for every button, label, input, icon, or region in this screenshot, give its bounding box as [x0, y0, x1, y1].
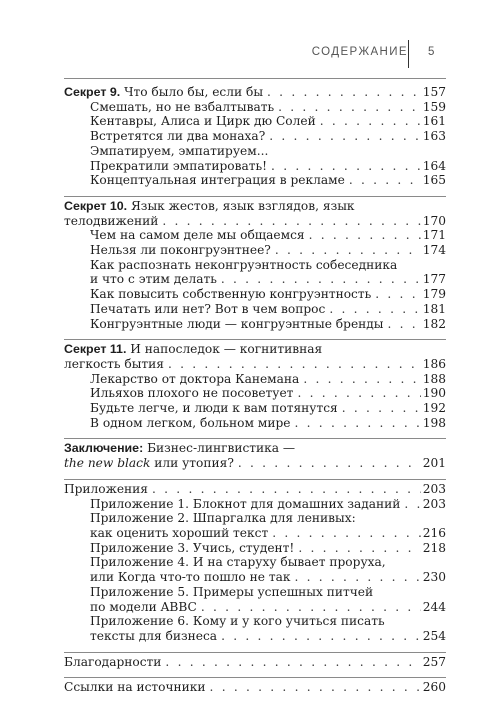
toc-entry[interactable]	[64, 357, 446, 372]
entry-title: Будьте легче, и люди к вам потянутся	[90, 401, 338, 416]
dot-leader	[297, 386, 420, 401]
toc-entry-line[interactable]	[64, 441, 446, 456]
dot-leader	[269, 129, 421, 144]
entry-title: Печатать или нет? Вот в чем вопрос	[90, 301, 326, 316]
page-ref: 157	[422, 85, 446, 99]
toc-entry[interactable]	[64, 228, 446, 243]
toc-entry[interactable]	[64, 287, 446, 302]
toc-entry[interactable]	[64, 541, 446, 556]
toc-entry[interactable]	[64, 456, 446, 471]
section-title-cont: легкость бытия	[64, 356, 164, 371]
toc-entry[interactable]	[64, 570, 446, 585]
section-title: И напоследок — когнитивная	[130, 342, 323, 357]
toc-entry[interactable]	[64, 629, 446, 644]
page-ref: 260	[422, 680, 446, 695]
page-ref: 163	[422, 129, 446, 144]
toc-entry[interactable]	[64, 372, 446, 387]
dot-leader	[221, 272, 421, 287]
toc-section-appendices	[64, 480, 446, 652]
toc-entry-line[interactable]	[64, 614, 446, 629]
page-ref: 179	[422, 287, 446, 302]
dot-leader	[165, 655, 420, 670]
dot-leader	[294, 570, 420, 585]
section-label: Заключение:	[64, 441, 144, 456]
dot-leader	[342, 401, 421, 416]
dot-leader	[349, 173, 421, 188]
table-of-contents	[64, 78, 446, 703]
toc-entry[interactable]	[64, 214, 446, 229]
page-ref: 165	[422, 173, 446, 188]
toc-entry[interactable]	[64, 272, 446, 287]
toc-section-secret-10	[64, 197, 446, 339]
dot-leader	[162, 214, 420, 229]
toc-section-sources	[64, 678, 446, 703]
entry-title-cont: как оценить хороший текст	[90, 525, 269, 540]
entry-title: Как повысить собственную конгруэнтность	[90, 287, 372, 302]
toc-entry-line[interactable]	[64, 258, 446, 273]
section-title-cont: телодвижений	[64, 213, 159, 228]
toc-entry[interactable]	[64, 144, 446, 159]
toc-entry[interactable]	[64, 482, 446, 497]
toc-entry[interactable]	[64, 401, 446, 416]
dot-leader	[168, 357, 421, 372]
section-title: Ссылки на источники	[64, 680, 206, 695]
page-ref: 254	[422, 628, 446, 643]
dot-leader	[271, 159, 421, 174]
toc-entry[interactable]	[64, 173, 446, 188]
toc-entry-line[interactable]	[64, 585, 446, 600]
page-number: 5	[428, 46, 435, 58]
section-title: Бизнес-лингвистика —	[147, 441, 296, 456]
entry-title-cont: по модели ABBC	[90, 599, 197, 614]
running-title: СОДЕРЖАНИЕ	[311, 46, 408, 58]
page-ref: 159	[422, 99, 446, 114]
page-ref: 216	[422, 525, 446, 540]
entry-title-cont: или Когда что-то пошло не так	[90, 570, 291, 585]
toc-entry-line[interactable]	[64, 511, 446, 526]
entry-title: Встретятся ли два монаха?	[90, 129, 266, 144]
toc-entry-line[interactable]	[64, 199, 446, 214]
dot-leader	[238, 456, 421, 471]
entry-title: Кентавры, Алиса и Цирк дю Солей	[90, 114, 316, 129]
section-title-italic: the new black	[64, 456, 151, 471]
toc-entry[interactable]	[64, 386, 446, 401]
toc-entry[interactable]	[64, 600, 446, 615]
section-label: Секрет 10.	[64, 198, 128, 213]
entry-title: Ильяхов плохого не посоветует	[90, 386, 294, 401]
entry-title: Приложение 3. Учись, студент!	[90, 540, 295, 555]
toc-entry-line[interactable]	[64, 342, 446, 357]
entry-title: В одном легком, больном мире	[90, 415, 291, 430]
toc-entry[interactable]	[64, 416, 446, 431]
toc-entry[interactable]	[64, 100, 446, 115]
dot-leader	[387, 317, 420, 332]
entry-title: Приложение 5. Примеры успешных питчей	[90, 584, 374, 599]
entry-title: Нельзя ли поконгруэнтнее?	[90, 243, 271, 258]
entry-title-cont: тексты для бизнеса	[90, 628, 218, 643]
page-ref: 230	[422, 570, 446, 585]
toc-section-secret-9	[64, 79, 446, 196]
entry-title-cont: и что с этим делать	[90, 272, 217, 287]
entry-title: Как распознать неконгруэнтность собеседника	[90, 257, 398, 272]
toc-entry[interactable]	[64, 317, 446, 332]
page-ref: 218	[422, 540, 446, 555]
toc-entry[interactable]	[64, 129, 446, 144]
toc-entry[interactable]	[64, 526, 446, 541]
dot-leader	[152, 482, 421, 497]
page-ref: 164	[422, 158, 446, 173]
toc-section-secret-11	[64, 340, 446, 438]
page-ref: 181	[422, 301, 446, 316]
dot-leader	[375, 287, 420, 302]
page-header	[0, 46, 500, 70]
toc-entry[interactable]	[64, 243, 446, 258]
entry-title: Концептуальная интеграция в рекламе	[90, 173, 345, 188]
entry-title: Конгруэнтные люди — конгруэнтные бренды	[90, 316, 384, 331]
page-ref: 170	[422, 213, 446, 228]
page-ref: 182	[422, 316, 446, 331]
dot-leader	[329, 302, 420, 317]
page-ref: 186	[422, 356, 446, 371]
header-divider	[408, 40, 409, 68]
dot-leader	[303, 372, 420, 387]
dot-leader	[221, 629, 421, 644]
section-title: Что было бы, если бы	[124, 85, 264, 99]
entry-title: Чем на самом деле мы общаемся	[90, 228, 305, 243]
entry-title: Эмпатируем, эмпатируем...	[90, 143, 269, 158]
dot-leader	[278, 100, 421, 115]
page-ref: 198	[422, 415, 446, 430]
dot-leader	[309, 228, 421, 243]
dot-leader	[267, 85, 421, 100]
toc-entry[interactable]	[64, 655, 446, 670]
dot-leader	[298, 541, 420, 556]
dot-leader	[295, 416, 421, 431]
section-label: Секрет 11.	[64, 342, 127, 357]
entry-title: Прекратили эмпатировать!	[90, 158, 268, 173]
dot-leader	[201, 600, 421, 615]
dot-leader	[210, 680, 421, 695]
page-ref: 177	[422, 272, 446, 287]
section-title: Язык жестов, язык взглядов, язык	[130, 198, 355, 213]
toc-entry-line[interactable]	[64, 555, 446, 570]
page-ref: 171	[422, 228, 446, 243]
toc-entry[interactable]	[64, 85, 446, 100]
toc-entry[interactable]	[64, 114, 446, 129]
toc-entry[interactable]	[64, 497, 446, 512]
page-ref: 188	[422, 371, 446, 386]
toc-section-conclusion	[64, 439, 446, 478]
dot-leader	[320, 114, 421, 129]
section-title-cont: или утопия?	[154, 456, 234, 471]
entry-title: Приложение 4. И на старуху бывает проруха,	[90, 555, 386, 570]
page-ref: 201	[422, 456, 446, 471]
section-title: Благодарности	[64, 654, 162, 669]
entry-title: Приложение 6. Кому и у кого учиться писать	[90, 614, 385, 629]
page-ref: 161	[422, 114, 446, 129]
page-ref: 192	[422, 401, 446, 416]
page-ref: 244	[422, 599, 446, 614]
entry-title: Приложение 2. Шпаргалка для ленивых:	[90, 511, 356, 526]
dot-leader	[404, 497, 420, 512]
toc-section-thanks	[64, 653, 446, 678]
page-ref: 257	[422, 654, 446, 669]
page-ref: 203	[422, 496, 446, 511]
toc-entry[interactable]	[64, 302, 446, 317]
section-title: Приложения	[64, 481, 148, 496]
dot-leader	[275, 243, 421, 258]
entry-title: Лекарство от доктора Канемана	[90, 371, 300, 386]
dot-leader	[272, 526, 421, 541]
toc-entry[interactable]	[64, 680, 446, 695]
page-ref: 203	[422, 481, 446, 496]
page-ref: 174	[422, 243, 446, 258]
section-label: Секрет 9.	[64, 85, 121, 99]
entry-title: Смешать, но не взбалтывать	[90, 99, 275, 114]
entry-title: Приложение 1. Блокнот для домашних заданий	[90, 496, 401, 511]
toc-entry[interactable]	[64, 159, 446, 174]
page-ref: 190	[422, 386, 446, 401]
